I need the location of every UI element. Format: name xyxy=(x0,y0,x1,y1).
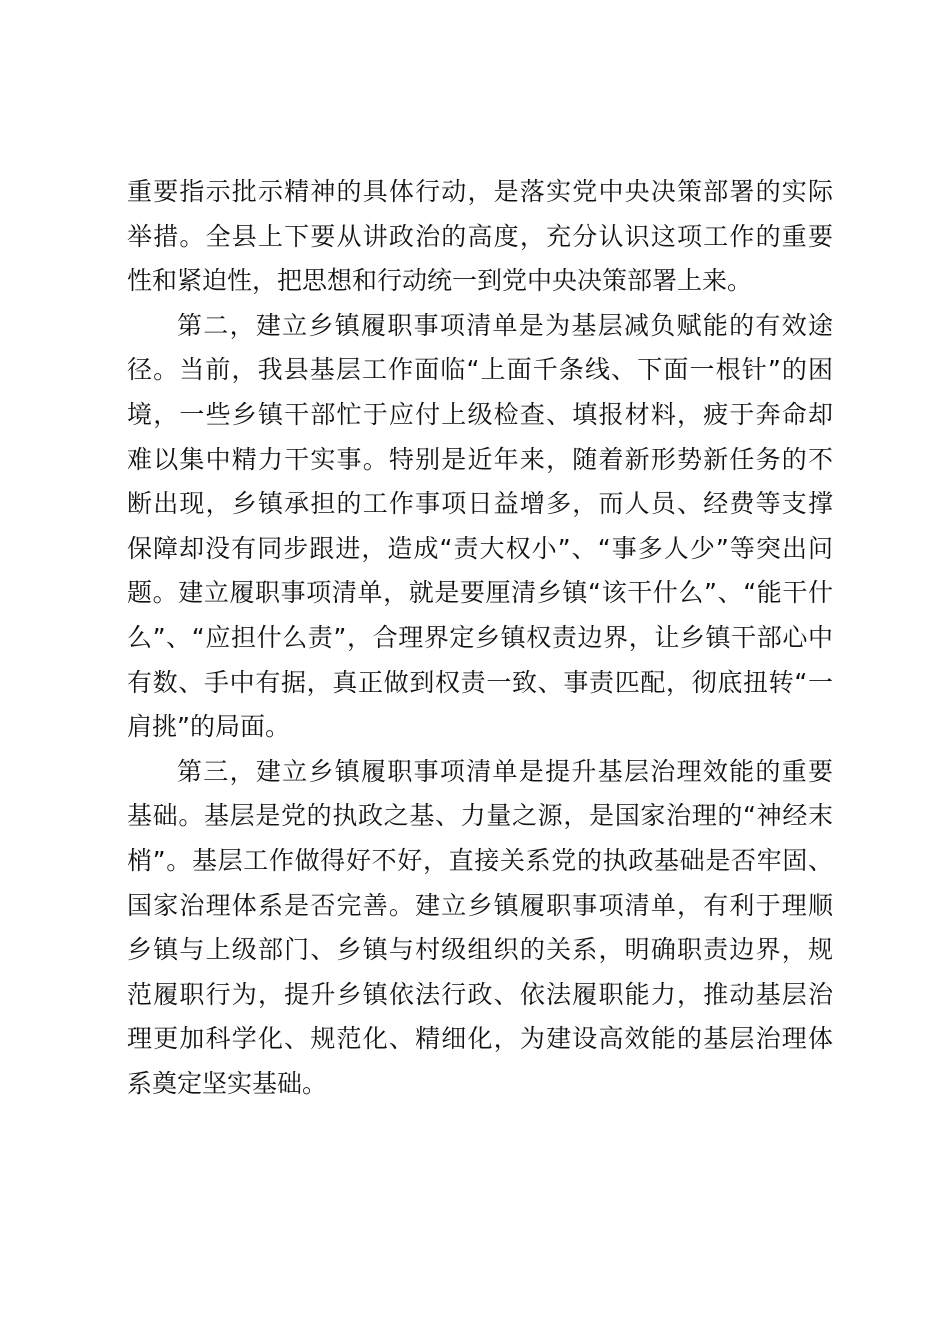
text-line: 基础。基层是党的执政之基、力量之源，是国家治理的“神经末 xyxy=(127,801,833,831)
text-line: 性和紧迫性，把思想和行动统一到党中央决策部署上来。 xyxy=(127,266,753,296)
text-line: 系奠定坚实基础。 xyxy=(127,1068,328,1098)
text-line: 有数、手中有据，真正做到权责一致、事责匹配，彻底扭转“一 xyxy=(127,667,833,697)
text-line: 梢”。基层工作做得好不好，直接关系党的执政基础是否牢固、 xyxy=(127,845,833,875)
text-line: 重要指示批示精神的具体行动，是落实党中央决策部署的实际 xyxy=(127,177,833,206)
text-line: 肩挑”的局面。 xyxy=(127,712,290,742)
text-line: 理更加科学化、规范化、精细化，为建设高效能的基层治理体 xyxy=(127,1024,833,1054)
text-line: 境，一些乡镇干部忙于应付上级检查、填报材料，疲于奔命却 xyxy=(127,399,833,429)
text-line: 范履职行为，提升乡镇依法行政、依法履职能力，推动基层治 xyxy=(127,979,833,1009)
body-text xyxy=(127,170,833,1106)
paragraph-second xyxy=(127,304,833,750)
text-line: 题。建立履职事项清单，就是要厘清乡镇“该干什么”、“能干什 xyxy=(127,578,833,608)
text-line: 第三，建立乡镇履职事项清单是提升基层治理效能的重要 xyxy=(177,756,833,786)
text-line: 径。当前，我县基层工作面临“上面千条线、下面一根针”的困 xyxy=(127,355,833,385)
text-line: 么”、“应担什么责”，合理界定乡镇权责边界，让乡镇干部心中 xyxy=(127,622,833,652)
text-line: 断出现，乡镇承担的工作事项日益增多，而人员、经费等支撑 xyxy=(127,489,833,519)
text-line: 难以集中精力干实事。特别是近年来，随着新形势新任务的不 xyxy=(127,444,833,474)
text-line: 乡镇与上级部门、乡镇与村级组织的关系，明确职责边界，规 xyxy=(127,935,833,965)
paragraph-third xyxy=(127,750,833,1107)
text-line: 国家治理体系是否完善。建立乡镇履职事项清单，有利于理顺 xyxy=(127,890,833,920)
text-line: 举措。全县上下要从讲政治的高度，充分认识这项工作的重要 xyxy=(127,221,833,251)
text-line: 第二，建立乡镇履职事项清单是为基层减负赋能的有效途 xyxy=(177,310,833,340)
paragraph-continuation xyxy=(127,170,833,304)
text-line: 保障却没有同步跟进，造成“责大权小”、“事多人少”等突出问 xyxy=(127,533,833,563)
